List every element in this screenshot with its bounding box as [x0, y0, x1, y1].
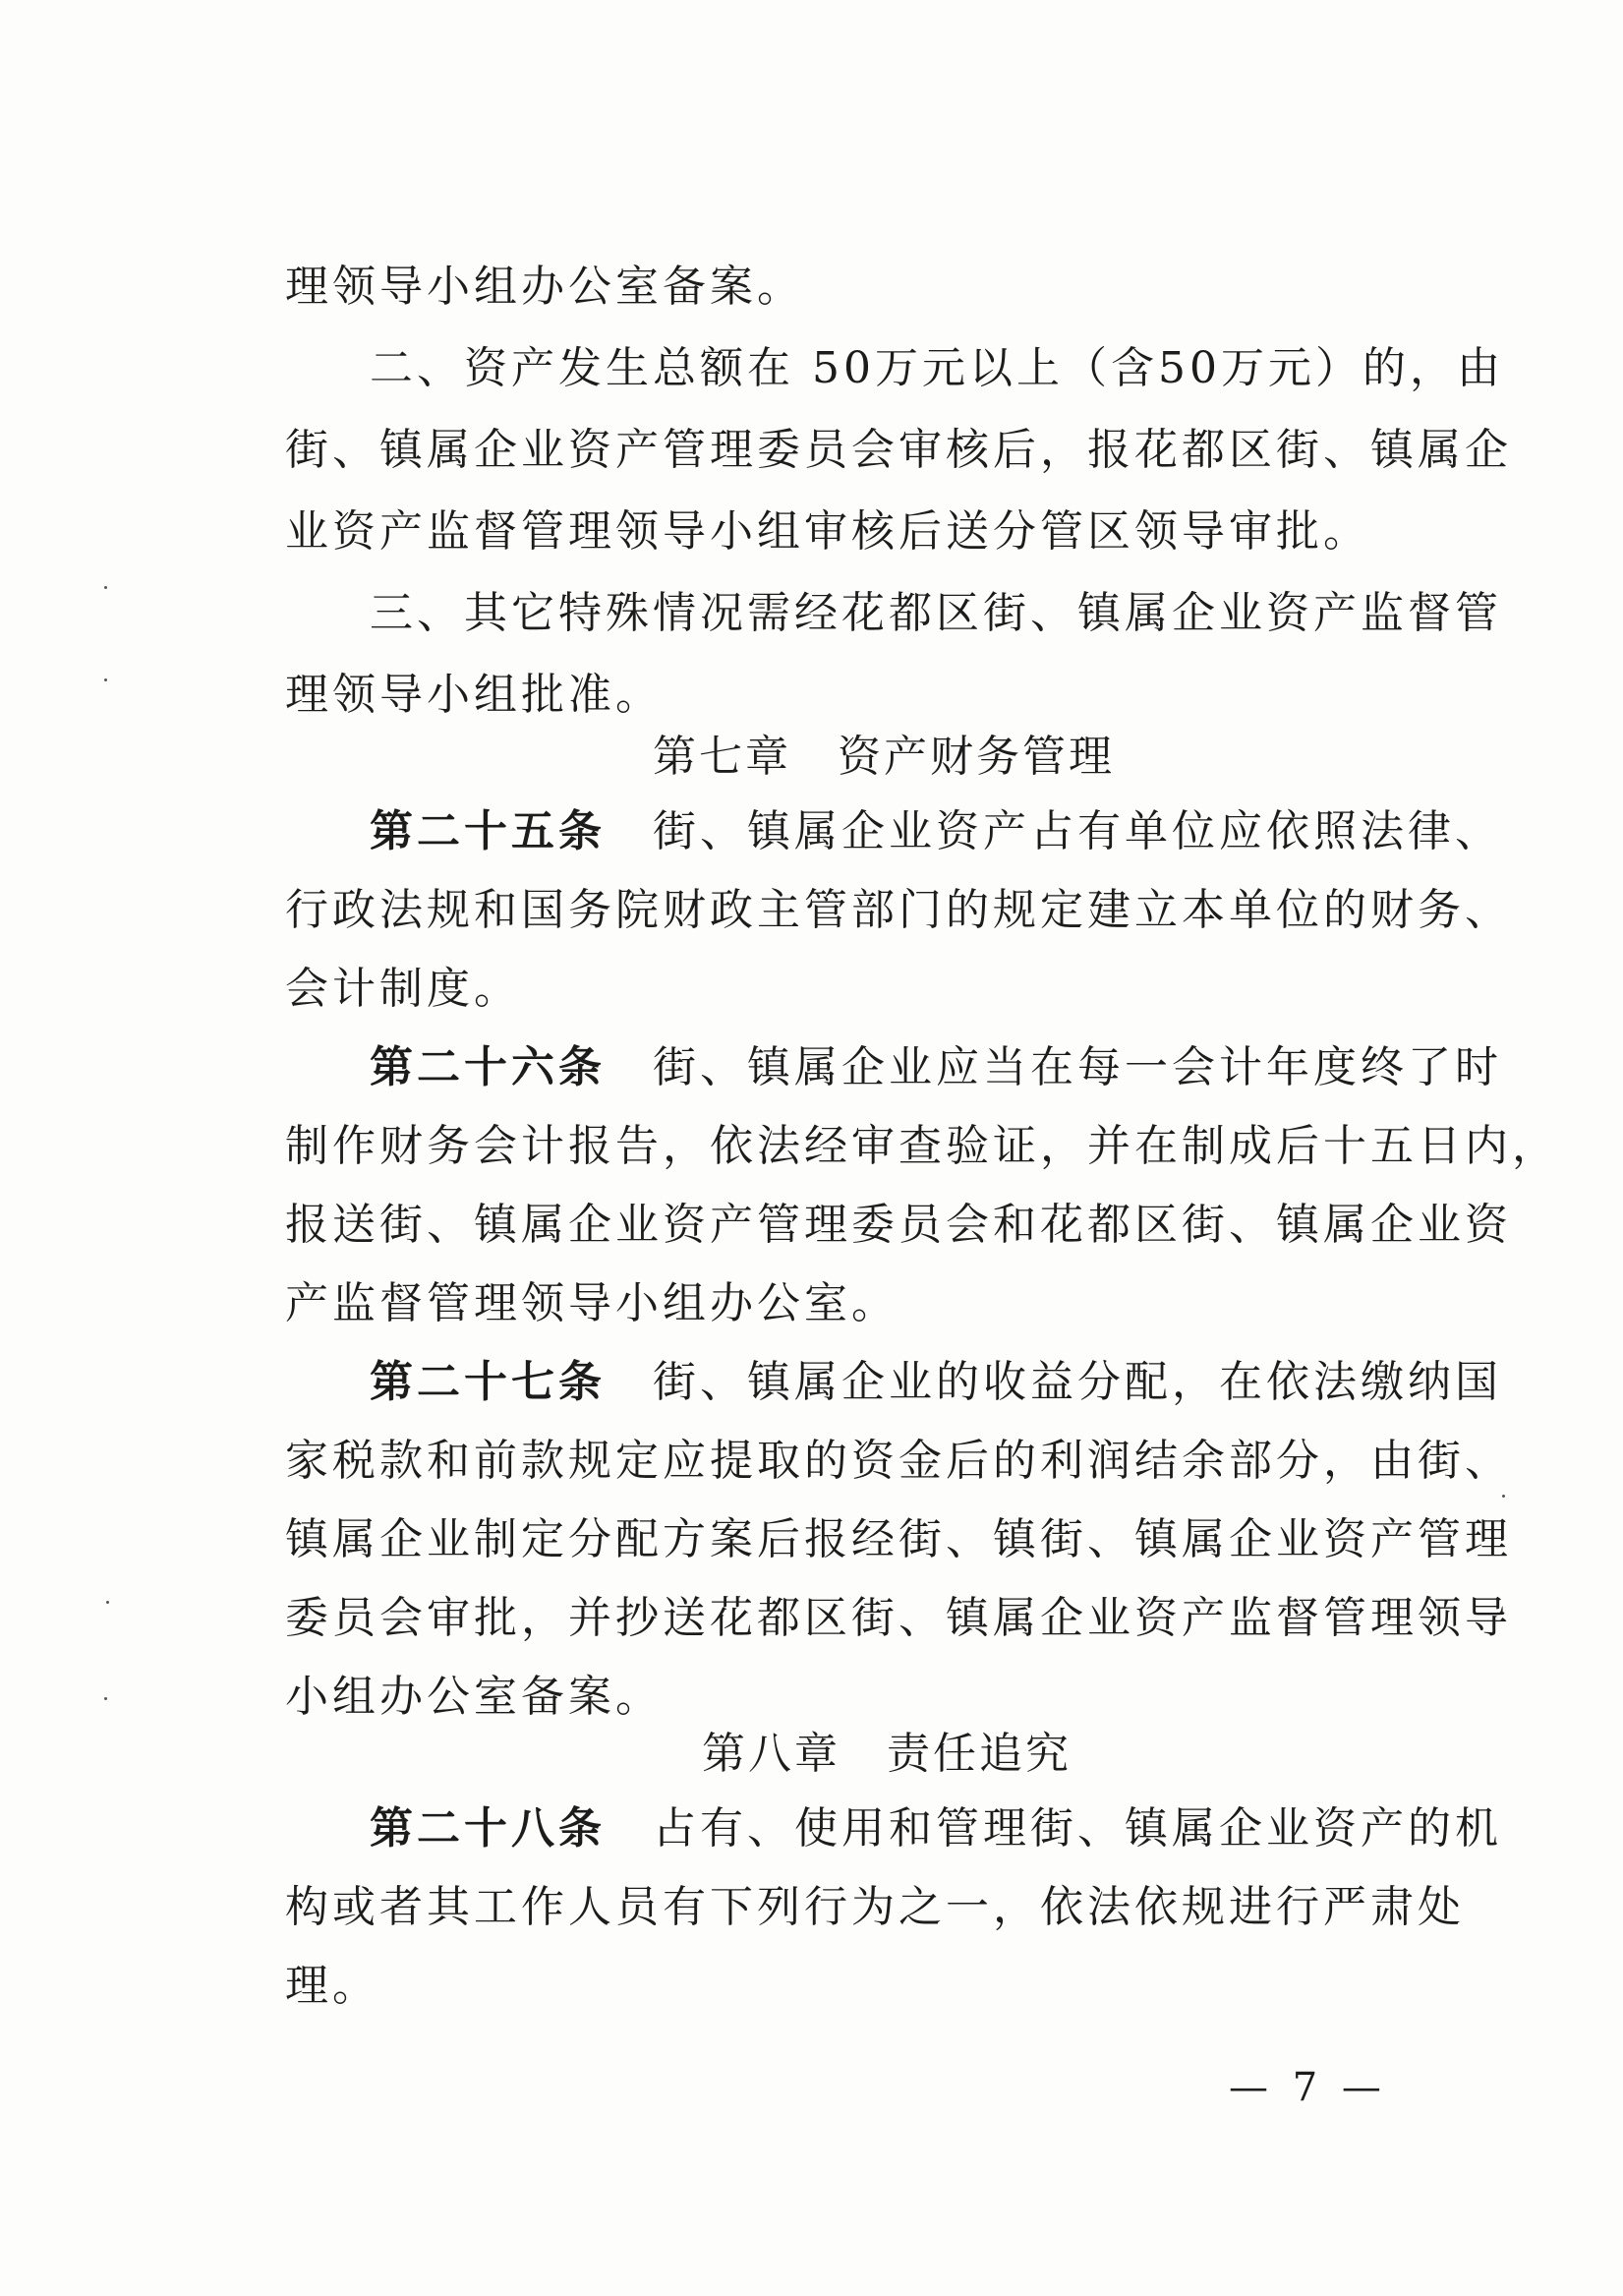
- scan-speck: [106, 1601, 109, 1604]
- article-text: 占有、使用和管理街、镇属企业资产的机: [606, 1803, 1502, 1854]
- paragraph-line: 构或者其工作人员有下列行为之一，依法依规进行严肃处: [285, 1882, 1465, 1932]
- paragraph-line: 会计制度。: [285, 964, 521, 1014]
- article-line: [370, 802, 1502, 861]
- paragraph-line: 街、镇属企业资产管理委员会审核后，报花都区街、镇属企: [285, 425, 1512, 475]
- article-label: 第二十五条: [370, 806, 606, 856]
- chapter-heading: 第七章 资产财务管理: [653, 732, 1115, 782]
- paragraph-line: 行政法规和国务院财政主管部门的规定建立本单位的财务、: [285, 885, 1512, 935]
- paragraph-line: 产监督管理领导小组办公室。: [285, 1278, 898, 1328]
- article-label: 第二十八条: [370, 1803, 606, 1854]
- article-line: [370, 1799, 1502, 1858]
- page-number: — 7 —: [1229, 2065, 1387, 2110]
- article-label: 第二十七条: [370, 1357, 606, 1407]
- paragraph-line: 报送街、镇属企业资产管理委员会和花都区街、镇属企业资: [285, 1200, 1512, 1250]
- article-text: 街、镇属企业的收益分配，在依法缴纳国: [606, 1357, 1502, 1407]
- scan-speck: [104, 678, 107, 681]
- paragraph-line: 委员会审批，并抄送花都区街、镇属企业资产监督管理领导: [285, 1593, 1512, 1643]
- article-label: 第二十六条: [370, 1042, 606, 1092]
- article-line: [370, 1353, 1502, 1412]
- paragraph-line: 业资产监督管理领导小组审核后送分管区领导审批。: [285, 506, 1370, 557]
- paragraph-line: 家税款和前款规定应提取的资金后的利润结余部分，由街、: [285, 1436, 1512, 1486]
- scan-speck: [1502, 1495, 1505, 1498]
- chapter-heading: 第八章 责任追究: [702, 1729, 1072, 1779]
- paragraph-line: 理领导小组办公室备案。: [285, 262, 804, 312]
- scan-speck: [104, 586, 107, 589]
- paragraph-line: 理。: [285, 1961, 379, 2011]
- article-line: [370, 1038, 1502, 1097]
- paragraph-line: 三、其它特殊情况需经花都区街、镇属企业资产监督管: [370, 588, 1502, 638]
- paragraph-line: 镇属企业制定分配方案后报经街、镇街、镇属企业资产管理: [285, 1514, 1512, 1564]
- article-text: 街、镇属企业应当在每一会计年度终了时: [606, 1042, 1502, 1092]
- article-text: 街、镇属企业资产占有单位应依照法律、: [606, 806, 1502, 856]
- paragraph-line: 小组办公室备案。: [285, 1672, 663, 1722]
- paragraph-line: 二、资产发生总额在 50万元以上（含50万元）的，由: [370, 343, 1504, 393]
- paragraph-line: 制作财务会计报告，依法经审查验证，并在制成后十五日内，: [285, 1121, 1559, 1171]
- paragraph-line: 理领导小组批准。: [285, 670, 663, 720]
- scan-speck: [104, 1697, 107, 1700]
